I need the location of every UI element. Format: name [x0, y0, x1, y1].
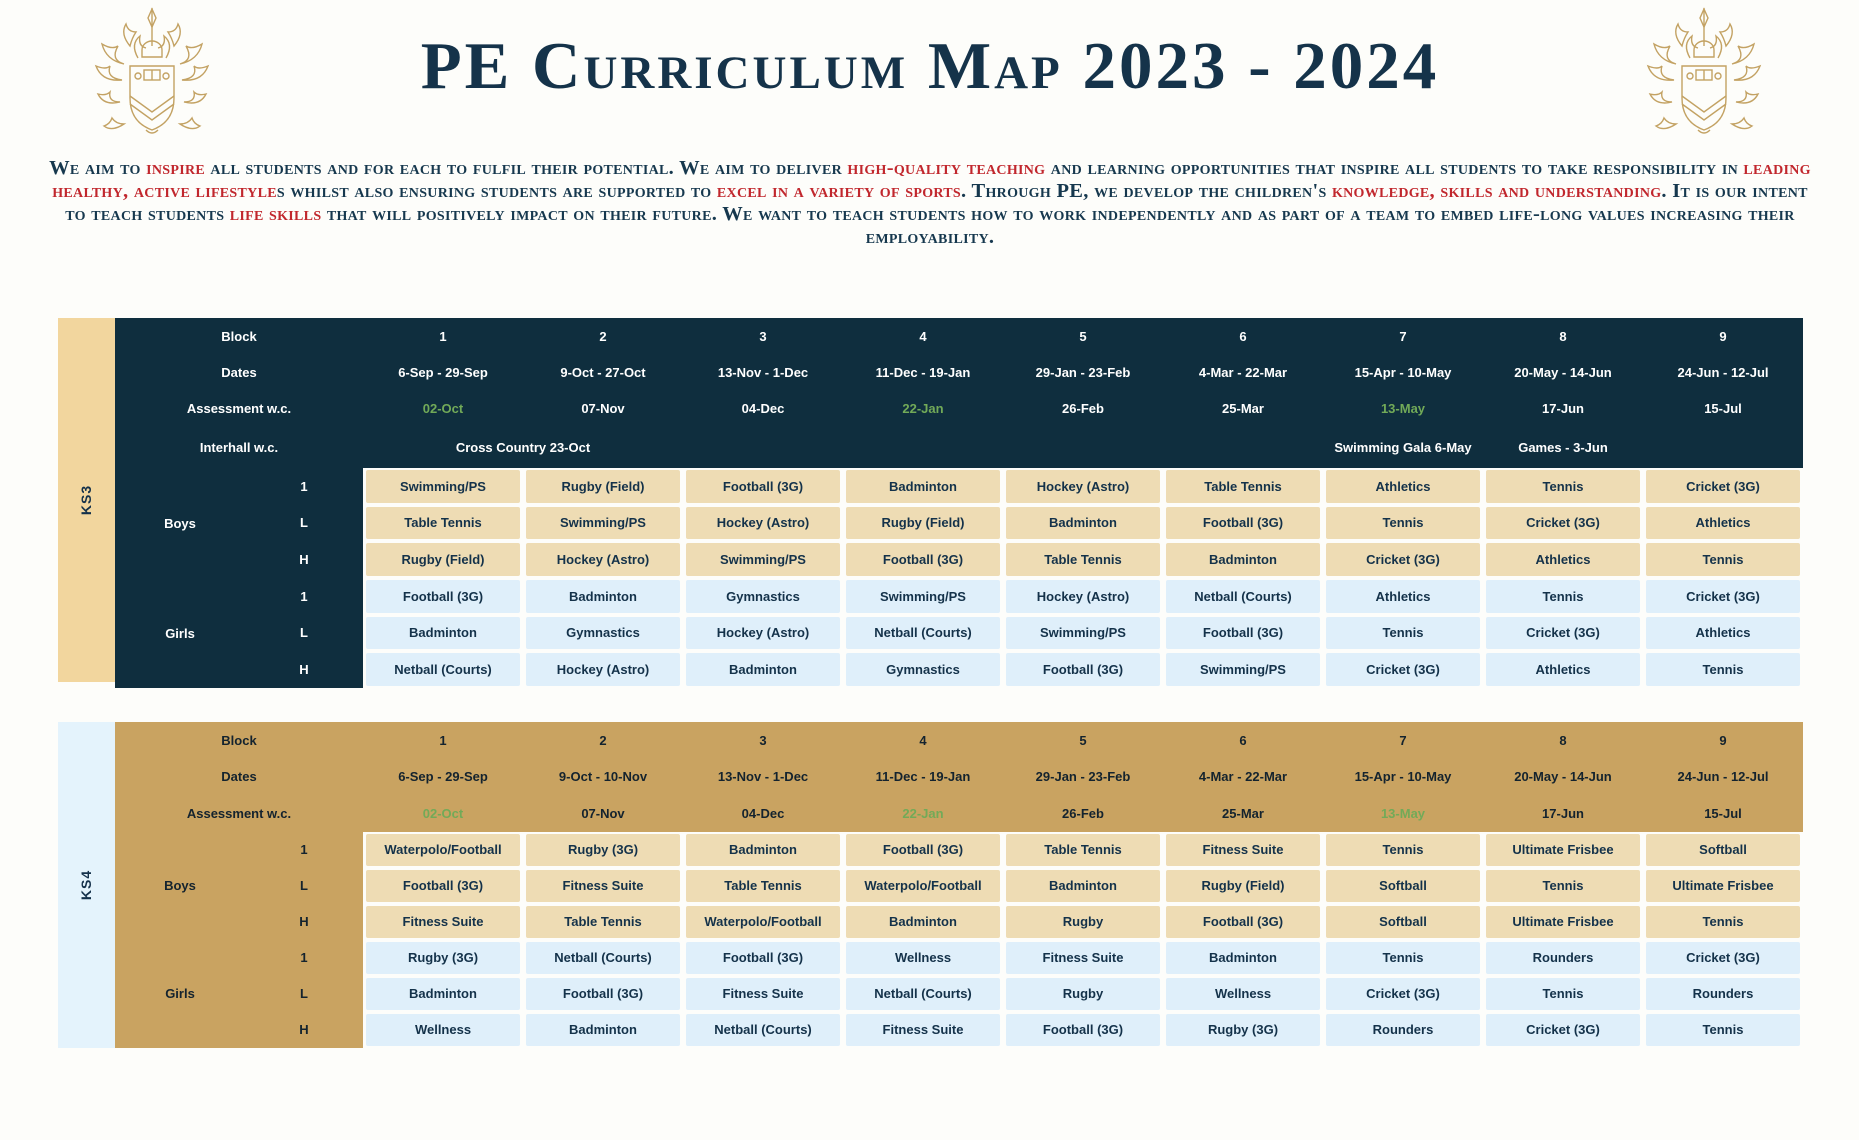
sport-cell: Football (3G): [366, 580, 520, 613]
sport-cell: Gymnastics: [846, 653, 1000, 686]
sport-cell: Cricket (3G): [1326, 978, 1480, 1010]
ability-row-label: L: [300, 986, 308, 1002]
block-value: 1: [439, 732, 447, 748]
ability-row-label: L: [300, 515, 308, 531]
sport-cell: Rugby (3G): [1166, 1014, 1320, 1046]
ks3-group-label-girls: Girls: [165, 625, 195, 641]
ks3-assessment-row: [115, 390, 1803, 426]
sport-cell: Fitness Suite: [1166, 834, 1320, 866]
interhall-event: Games - 3-Jun: [1518, 439, 1608, 455]
assessment-value: 07-Nov: [581, 400, 625, 416]
block-value: 7: [1399, 328, 1407, 344]
ks3-boys-row: [115, 505, 1803, 542]
sport-cell: Cricket (3G): [1646, 470, 1800, 503]
ks3-girls-row: [115, 651, 1803, 688]
ks3-block-row: [115, 318, 1803, 354]
sport-cell: Football (3G): [846, 543, 1000, 576]
assessment-value: 22-Jan: [902, 806, 944, 822]
sport-cell: Hockey (Astro): [526, 653, 680, 686]
sport-cell: Tennis: [1486, 978, 1640, 1010]
ks4-boys-row: [115, 904, 1803, 940]
sport-cell: Hockey (Astro): [686, 617, 840, 650]
intro-text: . Through PE, we develop the children's: [961, 180, 1332, 202]
assessment-value: 04-Dec: [741, 400, 785, 416]
sport-cell: Waterpolo/Football: [366, 834, 520, 866]
block-value: 6: [1239, 328, 1247, 344]
sport-cell: Cricket (3G): [1486, 507, 1640, 540]
sport-cell: Gymnastics: [686, 580, 840, 613]
sport-cell: Netball (Courts): [366, 653, 520, 686]
sport-cell: Tennis: [1326, 834, 1480, 866]
block-value: 2: [599, 328, 607, 344]
school-crest-right-icon: [1624, 6, 1784, 156]
sport-cell: Swimming/PS: [526, 507, 680, 540]
dates-value: 20-May - 14-Jun: [1514, 769, 1612, 785]
sport-cell: Hockey (Astro): [686, 507, 840, 540]
sport-cell: Badminton: [1006, 507, 1160, 540]
ability-row-label: L: [300, 625, 308, 641]
sport-cell: Football (3G): [526, 978, 680, 1010]
block-value: 9: [1719, 328, 1727, 344]
ks4-curriculum-table: [58, 722, 1803, 1048]
sport-cell: Tennis: [1326, 617, 1480, 650]
ability-row-label: 1: [300, 588, 308, 604]
sport-cell: Badminton: [846, 470, 1000, 503]
sport-cell: Rugby: [1006, 906, 1160, 938]
block-row-label: Block: [221, 328, 257, 344]
sport-cell: Tennis: [1486, 870, 1640, 902]
ks3-side-tab: [58, 318, 115, 682]
assessment-value: 13-May: [1380, 806, 1426, 822]
dates-value: 4-Mar - 22-Mar: [1198, 364, 1288, 380]
sport-cell: Rugby (Field): [846, 507, 1000, 540]
sport-cell: Rugby: [1006, 978, 1160, 1010]
sport-cell: Football (3G): [686, 470, 840, 503]
dates-value: 11-Dec - 19-Jan: [875, 769, 971, 785]
sport-cell: Badminton: [1006, 870, 1160, 902]
sport-cell: Tennis: [1486, 580, 1640, 613]
assessment-value: 26-Feb: [1062, 806, 1104, 822]
sport-cell: Badminton: [686, 653, 840, 686]
dates-value: 15-Apr - 10-May: [1354, 364, 1452, 380]
sport-cell: Tennis: [1646, 543, 1800, 576]
ks3-girls-row: [115, 615, 1803, 652]
ability-row-label: H: [299, 662, 309, 678]
sport-cell: Table Tennis: [526, 906, 680, 938]
sport-cell: Wellness: [846, 942, 1000, 974]
dates-value: 9-Oct - 10-Nov: [558, 769, 648, 785]
sport-cell: Football (3G): [1166, 906, 1320, 938]
dates-value: 24-Jun - 12-Jul: [1677, 769, 1769, 785]
dates-value: 13-Nov - 1-Dec: [717, 769, 809, 785]
sport-cell: Badminton: [1166, 543, 1320, 576]
sport-cell: Table Tennis: [1006, 834, 1160, 866]
dates-row-label: Dates: [221, 364, 257, 380]
dates-value: 13-Nov - 1-Dec: [717, 364, 809, 380]
ks4-block-row: [115, 722, 1803, 759]
ks4-boys-row: [115, 868, 1803, 904]
sport-cell: Badminton: [686, 834, 840, 866]
sport-cell: Table Tennis: [366, 507, 520, 540]
assessment-value: 17-Jun: [1542, 806, 1584, 822]
sport-cell: Rugby (3G): [366, 942, 520, 974]
ks3-boys-row: [115, 541, 1803, 578]
sport-cell: Rounders: [1326, 1014, 1480, 1046]
sport-cell: Athletics: [1646, 617, 1800, 650]
intro-text: . It is our intent to teach students: [65, 180, 1808, 225]
sport-cell: Badminton: [366, 978, 520, 1010]
assessment-value: 25-Mar: [1222, 806, 1264, 822]
sport-cell: Table Tennis: [1006, 543, 1160, 576]
block-row-label: Block: [221, 732, 257, 748]
block-value: 7: [1399, 732, 1407, 748]
sport-cell: Rugby (Field): [1166, 870, 1320, 902]
dates-value: 9-Oct - 27-Oct: [560, 364, 646, 380]
assessment-value: 26-Feb: [1062, 400, 1104, 416]
school-crest-left-icon: [72, 6, 232, 156]
assessment-value: 04-Dec: [741, 806, 785, 822]
assessment-value: 25-Mar: [1222, 400, 1264, 416]
ks4-side-label: KS4: [78, 869, 95, 901]
block-value: 9: [1719, 732, 1727, 748]
intro-text: that will positively impact on their future. We want to teach students how to work independently and as part of a team to embed life-long values increasing their employability.: [321, 203, 1795, 248]
ks4-boys-row: [115, 832, 1803, 868]
sport-cell: Table Tennis: [1166, 470, 1320, 503]
intro-highlight: inspire: [146, 157, 205, 179]
intro-text: s whilst also ensuring students are supported to: [276, 180, 717, 202]
interhall-row-label: Interhall w.c.: [199, 439, 279, 455]
intro-text: all students and for each to fulfil their potential. We aim to deliver: [205, 157, 848, 179]
sport-cell: Softball: [1646, 834, 1800, 866]
sport-cell: Athletics: [1646, 507, 1800, 540]
ks3-dates-row: [115, 354, 1803, 390]
sport-cell: Football (3G): [686, 942, 840, 974]
sport-cell: Ultimate Frisbee: [1486, 834, 1640, 866]
ks4-dates-row: [115, 759, 1803, 796]
sport-cell: Cricket (3G): [1646, 942, 1800, 974]
sport-cell: Cricket (3G): [1646, 580, 1800, 613]
sport-cell: Wellness: [366, 1014, 520, 1046]
sport-cell: Badminton: [366, 617, 520, 650]
sport-cell: Tennis: [1486, 470, 1640, 503]
sport-cell: Gymnastics: [526, 617, 680, 650]
sport-cell: Badminton: [846, 906, 1000, 938]
sport-cell: Fitness Suite: [686, 978, 840, 1010]
ks3-side-label: KS3: [78, 484, 95, 516]
ks4-group-label-boys: Boys: [164, 878, 196, 894]
sport-cell: Tennis: [1646, 653, 1800, 686]
sport-cell: Football (3G): [1166, 507, 1320, 540]
sport-cell: Tennis: [1326, 942, 1480, 974]
sport-cell: Netball (Courts): [1166, 580, 1320, 613]
sport-cell: Cricket (3G): [1486, 1014, 1640, 1046]
ks4-sports-grid: [115, 832, 1803, 1048]
block-value: 2: [599, 732, 607, 748]
ks3-girls-row: [115, 578, 1803, 615]
intro-highlight: knowledge, skills and understanding: [1331, 180, 1662, 202]
sport-cell: Hockey (Astro): [1006, 470, 1160, 503]
dates-value: 6-Sep - 29-Sep: [398, 769, 488, 785]
intro-text: We aim to: [49, 157, 147, 179]
ability-row-label: H: [299, 552, 309, 568]
sport-cell: Softball: [1326, 870, 1480, 902]
intro-highlight: high-quality teaching: [847, 157, 1046, 179]
intro-highlight: leading healthy, active lifestyle: [52, 157, 1811, 202]
assessment-value: 07-Nov: [581, 806, 625, 822]
ability-row-label: H: [299, 1022, 309, 1038]
sport-cell: Netball (Courts): [846, 617, 1000, 650]
assessment-value: 15-Jul: [1704, 806, 1742, 822]
sport-cell: Football (3G): [1006, 653, 1160, 686]
dates-value: 6-Sep - 29-Sep: [398, 364, 488, 380]
sport-cell: Fitness Suite: [366, 906, 520, 938]
sport-cell: Wellness: [1166, 978, 1320, 1010]
sport-cell: Rounders: [1486, 942, 1640, 974]
assessment-value: 02-Oct: [422, 400, 464, 416]
dates-value: 29-Jan - 23-Feb: [1035, 769, 1131, 785]
sport-cell: Swimming/PS: [1166, 653, 1320, 686]
sport-cell: Netball (Courts): [526, 942, 680, 974]
block-value: 3: [759, 328, 767, 344]
sport-cell: Badminton: [526, 1014, 680, 1046]
block-value: 3: [759, 732, 767, 748]
ks4-group-label-girls: Girls: [165, 986, 195, 1002]
intro-highlight: life skills: [229, 203, 322, 225]
sport-cell: Fitness Suite: [526, 870, 680, 902]
block-value: 1: [439, 328, 447, 344]
ks4-assessment-row: [115, 795, 1803, 832]
sport-cell: Badminton: [526, 580, 680, 613]
sport-cell: Rounders: [1646, 978, 1800, 1010]
sport-cell: Fitness Suite: [846, 1014, 1000, 1046]
dates-value: 29-Jan - 23-Feb: [1035, 364, 1131, 380]
ability-row-label: 1: [300, 478, 308, 494]
sport-cell: Softball: [1326, 906, 1480, 938]
sport-cell: Tennis: [1646, 906, 1800, 938]
sport-cell: Table Tennis: [686, 870, 840, 902]
dates-value: 24-Jun - 12-Jul: [1677, 364, 1769, 380]
sport-cell: Cricket (3G): [1486, 617, 1640, 650]
intro-text: and learning opportunities that inspire all students to take responsibility in: [1045, 157, 1744, 179]
sport-cell: Swimming/PS: [1006, 617, 1160, 650]
dates-row-label: Dates: [221, 769, 257, 785]
interhall-event: Swimming Gala 6-May: [1334, 439, 1472, 455]
block-value: 5: [1079, 328, 1087, 344]
sport-cell: Athletics: [1486, 543, 1640, 576]
sport-cell: Tennis: [1326, 507, 1480, 540]
block-value: 6: [1239, 732, 1247, 748]
sport-cell: Ultimate Frisbee: [1486, 906, 1640, 938]
block-value: 8: [1559, 328, 1567, 344]
block-value: 5: [1079, 732, 1087, 748]
sport-cell: Ultimate Frisbee: [1646, 870, 1800, 902]
ks3-curriculum-table: [58, 318, 1803, 682]
sport-cell: Athletics: [1326, 470, 1480, 503]
ks4-girls-row: [115, 940, 1803, 976]
sport-cell: Football (3G): [1166, 617, 1320, 650]
ks4-girls-row: [115, 1012, 1803, 1048]
interhall-event: Cross Country 23-Oct: [455, 439, 591, 455]
ks4-table-body: [115, 722, 1803, 1048]
assessment-value: 22-Jan: [902, 400, 944, 416]
sport-cell: Football (3G): [846, 834, 1000, 866]
sport-cell: Rugby (3G): [526, 834, 680, 866]
ks4-girls-row: [115, 976, 1803, 1012]
ks3-group-label-boys: Boys: [164, 515, 196, 531]
sport-cell: Cricket (3G): [1326, 653, 1480, 686]
sport-cell: Fitness Suite: [1006, 942, 1160, 974]
ks3-table-body: [115, 318, 1803, 682]
dates-value: 15-Apr - 10-May: [1354, 769, 1452, 785]
ks3-boys-row: [115, 468, 1803, 505]
sport-cell: Athletics: [1486, 653, 1640, 686]
assessment-value: 02-Oct: [422, 806, 464, 822]
sport-cell: Football (3G): [366, 870, 520, 902]
ks3-sports-grid: [115, 468, 1803, 688]
intro-highlight: excel in a variety of sports: [716, 180, 962, 202]
sport-cell: Football (3G): [1006, 1014, 1160, 1046]
assessment-row-label: Assessment w.c.: [186, 806, 292, 822]
assessment-value: 17-Jun: [1542, 400, 1584, 416]
assessment-row-label: Assessment w.c.: [186, 400, 292, 416]
ks4-side-tab: [58, 722, 115, 1048]
sport-cell: Tennis: [1646, 1014, 1800, 1046]
sport-cell: Athletics: [1326, 580, 1480, 613]
assessment-value: 13-May: [1380, 400, 1426, 416]
sport-cell: Swimming/PS: [366, 470, 520, 503]
sport-cell: Hockey (Astro): [1006, 580, 1160, 613]
intro-paragraph: [48, 157, 1812, 249]
sport-cell: Netball (Courts): [846, 978, 1000, 1010]
sport-cell: Waterpolo/Football: [686, 906, 840, 938]
block-value: 8: [1559, 732, 1567, 748]
page-title: PE Curriculum Map 2023 - 2024: [420, 29, 1440, 103]
assessment-value: 15-Jul: [1704, 400, 1742, 416]
sport-cell: Hockey (Astro): [526, 543, 680, 576]
sport-cell: Rugby (Field): [366, 543, 520, 576]
sport-cell: Rugby (Field): [526, 470, 680, 503]
ability-row-label: 1: [300, 842, 308, 858]
block-value: 4: [919, 732, 927, 748]
ability-row-label: 1: [300, 950, 308, 966]
sport-cell: Badminton: [1166, 942, 1320, 974]
sport-cell: Cricket (3G): [1326, 543, 1480, 576]
sport-cell: Swimming/PS: [686, 543, 840, 576]
dates-value: 11-Dec - 19-Jan: [875, 364, 971, 380]
sport-cell: Waterpolo/Football: [846, 870, 1000, 902]
sport-cell: Netball (Courts): [686, 1014, 840, 1046]
dates-value: 4-Mar - 22-Mar: [1198, 769, 1288, 785]
ability-row-label: H: [299, 914, 309, 930]
sport-cell: Swimming/PS: [846, 580, 1000, 613]
ability-row-label: L: [300, 878, 308, 894]
dates-value: 20-May - 14-Jun: [1514, 364, 1612, 380]
block-value: 4: [919, 328, 927, 344]
interhall-row: [115, 426, 1803, 468]
